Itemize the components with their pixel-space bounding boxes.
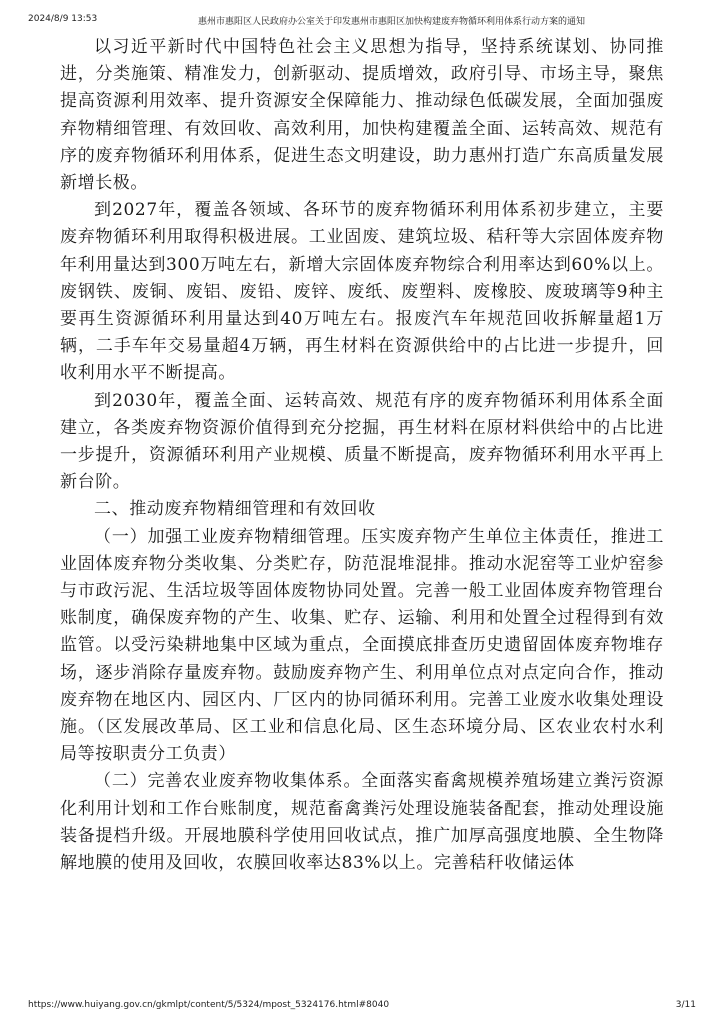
print-datetime: 2024/8/9 13:53 [28,14,98,24]
print-footer [28,1000,696,1014]
page-number: 3/11 [675,1000,696,1010]
print-header [28,14,696,30]
section-heading-2: 二、推动废弃物精细管理和有效回收 [94,499,376,520]
paragraph-industrial-waste: （一）加强工业废弃物精细管理。压实废弃物产生单位主体责任，推进工业固体废弃物分类收集、分类贮存，防范混堆混排。推动水泥窑等工业炉窑参与市政污泥、生活垃圾等固体废物协同处置。完善一般工业固体废弃物管理台账制度，确保废弃物的产生、收集、贮存、运输、利用和处置全过程得到有效监管。以受污染耕地集中区域为重点，全面摸底排查历史遗留固体废弃物堆存场，逐步消除存量废弃物。鼓励废弃物产生、利用单位点对点定向合作，推动废弃物在地区内、园区内、厂区内的协同循环利用。完善工业废水收集处理设施。（区发展改革局、区工业和信息化局、区生态环境分局、区农业农村水利局等按职责分工负责） [60,526,664,765]
paragraph-agricultural-waste: （二）完善农业废弃物收集体系。全面落实畜禽规模养殖场建立粪污资源化利用计划和工作台账制度，规范畜禽粪污处理设施装备配套，推动处理设施装备提档升级。开展地膜科学使用回收试点，推广加厚高强度地膜、全生物降解地膜的使用及回收，农膜回收率达83%以上。完善秸秆收储运体 [60,771,664,874]
print-page-title: 惠州市惠阳区人民政府办公室关于印发惠州市惠阳区加快构建废弃物循环利用体系行动方案的通知 [198,17,586,27]
paragraph-guiding-ideology: 以习近平新时代中国特色社会主义思想为指导，坚持系统谋划、协同推进，分类施策、精准发力，创新驱动、提质增效，政府引导、市场主导，聚焦提高资源利用效率、提升资源安全保障能力、推动绿色低碳发展，全面加强废弃物精细管理、有效回收、高效利用，加快构建覆盖全面、运转高效、规范有序的废弃物循环利用体系，促进生态文明建设，助力惠州打造广东高质量发展新增长极。 [60,37,664,194]
document-body [60,34,664,877]
paragraph-2027-goal: 到2027年，覆盖各领域、各环节的废弃物循环利用体系初步建立，主要废弃物循环利用取得积极进展。工业固废、建筑垃圾、秸秆等大宗固体废弃物年利用量达到300万吨左右，新增大宗固体废弃物综合利用率达到60%以上。废钢铁、废铜、废铝、废铅、废锌、废纸、废塑料、废橡胶、废玻璃等9种主要再生资源循环利用量达到40万吨左右。报废汽车年规范回收拆解量超1万辆，二手车年交易量超4万辆，再生材料在资源供给中的占比进一步提升，回收利用水平不断提高。 [60,200,664,384]
page-url: https://www.huiyang.gov.cn/gkmlpt/content/5/5324/mpost_5324176.html#8040 [28,1000,390,1010]
paragraph-2030-goal: 到2030年，覆盖全面、运转高效、规范有序的废弃物循环利用体系全面建立，各类废弃物资源价值得到充分挖掘，再生材料在原材料供给中的占比进一步提升，资源循环利用产业规模、质量不断提高，废弃物循环利用水平再上新台阶。 [60,390,664,493]
